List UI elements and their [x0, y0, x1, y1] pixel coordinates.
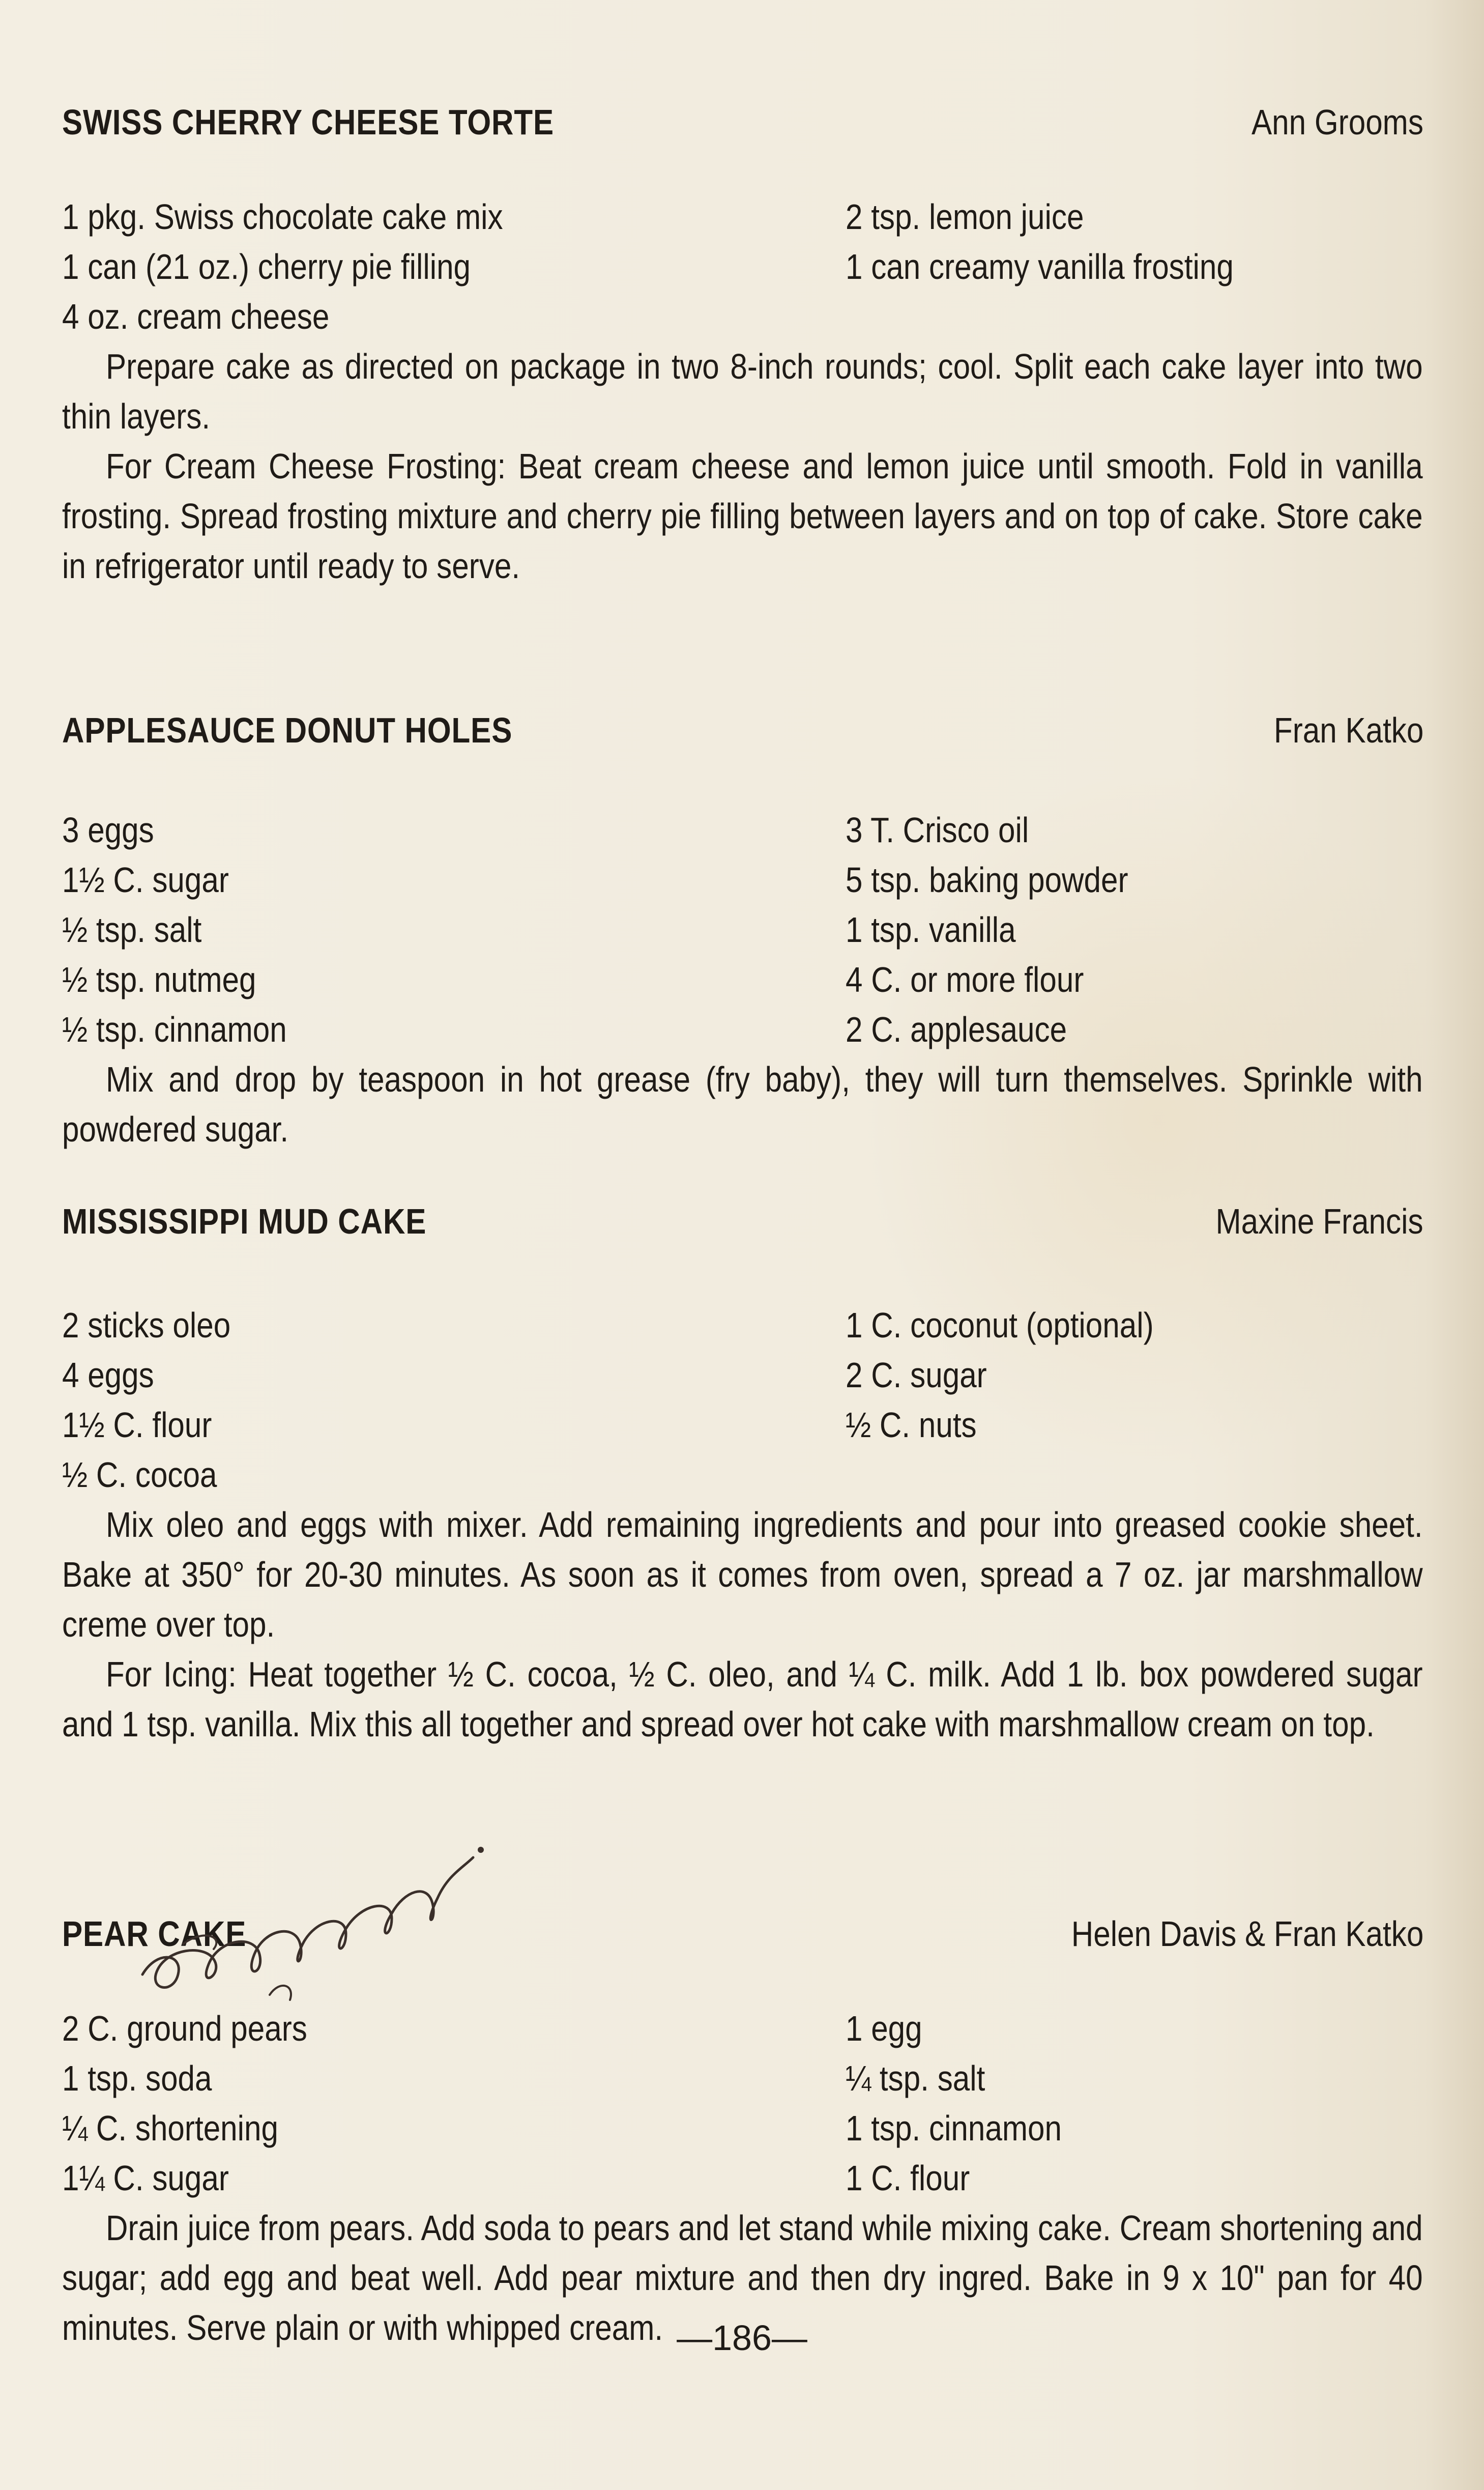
ingredient: 2 tsp. lemon juice [846, 197, 1084, 237]
ingredient: 1 C. flour [846, 2158, 970, 2198]
instructions-paragraph: Prepare cake as directed on package in two 8-inch rounds; cool. Split each cake layer into two thin layers. [62, 347, 1423, 436]
recipe-author: Fran Katko [1273, 710, 1423, 750]
recipe-swiss-cherry-cheese-torte [62, 94, 1423, 591]
ingredient: ¼ tsp. salt [846, 2058, 985, 2098]
ingredient: 4 C. or more flour [846, 960, 1084, 999]
instructions-paragraph: Mix oleo and eggs with mixer. Add remaining ingredients and pour into greased cookie sheet. Bake at 350° for 20-30 minutes. As soon as it comes from oven, spread a 7 oz. jar marshmallow creme over top. [62, 1505, 1423, 1644]
ingredient: ½ C. nuts [846, 1405, 977, 1445]
ingredient-list [62, 192, 1423, 341]
ingredient: 2 C. ground pears [62, 2009, 307, 2048]
recipe-mississippi-mud-cake [62, 1193, 1423, 1749]
ingredient: 1 egg [846, 2009, 922, 2048]
recipe-author: Maxine Francis [1215, 1201, 1423, 1241]
ingredient: 3 T. Crisco oil [846, 810, 1029, 850]
handwritten-note-scribble [127, 1827, 493, 2010]
ingredient: 4 oz. cream cheese [62, 297, 330, 336]
ingredient-list [62, 805, 1423, 1054]
ingredient: ½ C. cocoa [62, 1455, 217, 1495]
ingredient-column-right [846, 192, 1423, 341]
ingredient: ¼ C. shortening [62, 2108, 278, 2148]
ingredient: 5 tsp. baking powder [846, 860, 1128, 900]
ingredient: 1 can creamy vanilla frosting [846, 247, 1234, 287]
ingredient: ½ tsp. cinnamon [62, 1010, 287, 1049]
ingredient: 4 eggs [62, 1355, 154, 1395]
recipe-title: MISSISSIPPI MUD CAKE [62, 1201, 427, 1241]
ingredient-column-left [62, 2004, 846, 2203]
recipe-title: PEAR CAKE [62, 1914, 247, 1954]
ingredient: 1 C. coconut (optional) [846, 1305, 1154, 1345]
ingredient-column-right [846, 2004, 1423, 2203]
instructions-paragraph: For Cream Cheese Frosting: Beat cream cheese and lemon juice until smooth. Fold in vanilla frosting. Spread frosting mixture and cherry pie filling between layers and on top of cake. Store cake in refrigerator until ready to serve. [62, 446, 1423, 586]
recipe-applesauce-donut-holes [62, 702, 1423, 1154]
ingredient-column-right [846, 1300, 1423, 1500]
ingredient: 1 can (21 oz.) cherry pie filling [62, 247, 471, 287]
ingredient: 1 tsp. cinnamon [846, 2108, 1062, 2148]
recipe-title: APPLESAUCE DONUT HOLES [62, 710, 513, 750]
recipe-header [62, 1193, 1423, 1249]
ingredient-column-left [62, 192, 846, 341]
ingredient: 1½ C. sugar [62, 860, 229, 900]
ingredient: 1 tsp. vanilla [846, 910, 1016, 950]
ingredient: ½ tsp. nutmeg [62, 960, 256, 999]
ingredient-list [62, 2004, 1423, 2203]
recipe-author: Ann Grooms [1252, 102, 1423, 142]
recipe-header [62, 94, 1423, 150]
recipe-author: Helen Davis & Fran Katko [1071, 1914, 1423, 1954]
ingredient: 2 C. applesauce [846, 1010, 1067, 1049]
ingredient: 1½ C. flour [62, 1405, 212, 1445]
ingredient: 1 tsp. soda [62, 2058, 212, 2098]
recipe-title: SWISS CHERRY CHEESE TORTE [62, 102, 555, 142]
ingredient-column-left [62, 805, 846, 1054]
ingredient: 1 pkg. Swiss chocolate cake mix [62, 197, 503, 237]
ingredient-list [62, 1300, 1423, 1500]
ingredient-column-right [846, 805, 1423, 1054]
ingredient: ½ tsp. salt [62, 910, 202, 950]
ingredient: 2 C. sugar [846, 1355, 987, 1395]
instructions-paragraph: Mix and drop by teaspoon in hot grease (fry baby), they will turn themselves. Sprinkle with powdered sugar. [62, 1060, 1423, 1149]
recipe-header [62, 702, 1423, 758]
instructions-paragraph: Drain juice from pears. Add soda to pears and let stand while mixing cake. Cream shortening and sugar; add egg and beat well. Add pear mixture and then dry ingred. Bake in 9 x 10" pan for 40 minutes. Serve plain or with whipped cream. [62, 2208, 1423, 2348]
ingredient: 3 eggs [62, 810, 154, 850]
ingredient-column-left [62, 1300, 846, 1500]
page-number: —186— [677, 2318, 807, 2358]
instructions-paragraph: For Icing: Heat together ½ C. cocoa, ½ C. oleo, and ¼ C. milk. Add 1 lb. box powdered sugar and 1 tsp. vanilla. Mix this all together and spread over hot cake with marshmallow cream on top. [62, 1654, 1423, 1744]
ingredient: 1¼ C. sugar [62, 2158, 229, 2198]
ingredient: 2 sticks oleo [62, 1305, 231, 1345]
